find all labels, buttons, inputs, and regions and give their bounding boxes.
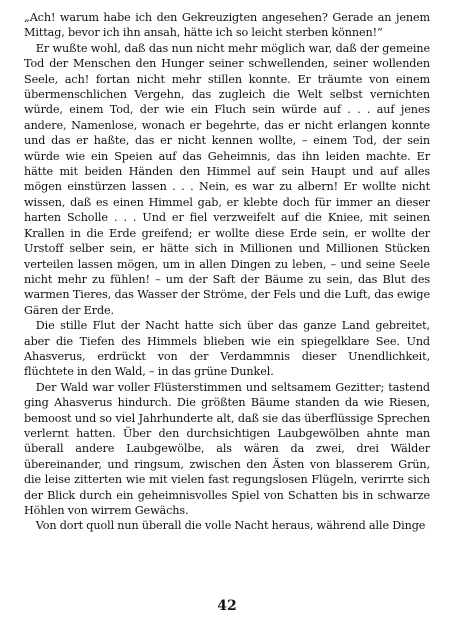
page-number: 42 xyxy=(217,598,237,614)
book-page xyxy=(24,10,430,616)
paragraph-quote: „Ach! warum habe ich den Gekreuzigten angesehen? Gerade an jenem Mittag, bevor ich ihn ansah, hätte ich so leicht sterben können!“ xyxy=(24,11,430,40)
paragraph-night: Die stille Flut der Nacht hatte sich über das ganze Land gebreitet, aber die Tiefen des Himmels blieben wie ein spiegelklare See. Und Ahasverus, erdrückt von der Verdammnis dieser Unendlichkeit, flüchtete in den Wald, – in das grüne Dunkel. xyxy=(24,319,430,379)
paragraph-despair: Er wußte wohl, daß das nun nicht mehr möglich war, daß der gemeine Tod der Menschen den Hunger seiner schwellenden, seiner wollenden Seele, ach! fortan nicht mehr stillen konnte. Er träumte von einem übermenschlichen Vergehn, das zugleich die Welt selbst vernichten würde, einem Tod, der wie ein Fluch sein würde auf . . . auf jenes andere, Namenlose, wonach er begehrte, das er nicht erlangen konnte und das er haßte, das er nicht kennen wollte, – einem Tod, der sein würde wie ein Speien auf das Geheimnis, das ihn leiden machte. Er hätte mit beiden Händen den Himmel auf sein Haupt und auf alles mögen einstürzen lassen . . . Nein, es war zu albern! Er wollte nicht wissen, daß es einen Himmel gab, er klebte doch für immer an dieser harten Scholle . . . Und er fiel verzweifelt auf die Kniee, mit seinen Krallen in die Erde greifend; er wollte diese Erde sein, er wollte der Urstoff selber sein, er hätte sich in Millionen und Millionen Stücken verteilen lassen mögen, um in allen Dingen zu leben, – und seine Seele nicht mehr zu fühlen! – um der Saft der Bäume zu sein, das Blut des warmen Tieres, das Wasser der Ströme, der Fels und die Luft, das ewige Gären der Erde. xyxy=(24,41,430,317)
body-text xyxy=(24,10,430,534)
paragraph-continuation: Von dort quoll nun überall die volle Nacht heraus, während alle Dinge xyxy=(35,519,426,533)
paragraph-forest: Der Wald war voller Flüsterstimmen und seltsamem Gezitter; tastend ging Ahasverus hindurch. Die größten Bäume standen da wie Riesen, bemoost und so viel Jahrhunderte alt, daß sie das überflüssige Sprechen verlernt hatten. Über den durchsichtigen Laubgewölben ahnte man überall andere Laubgewölbe, als wären da zwei, drei Wälder übereinander, und ringsum, zwischen den Ästen von blasserem Grün, die leise zitterten wie mit vielen fast regungslosen Flügeln, verirrte sich der Blick durch ein geheimnisvolles Spiel von Schatten bis in schwarze Höhlen von wirrem Gewächs. xyxy=(24,380,430,517)
